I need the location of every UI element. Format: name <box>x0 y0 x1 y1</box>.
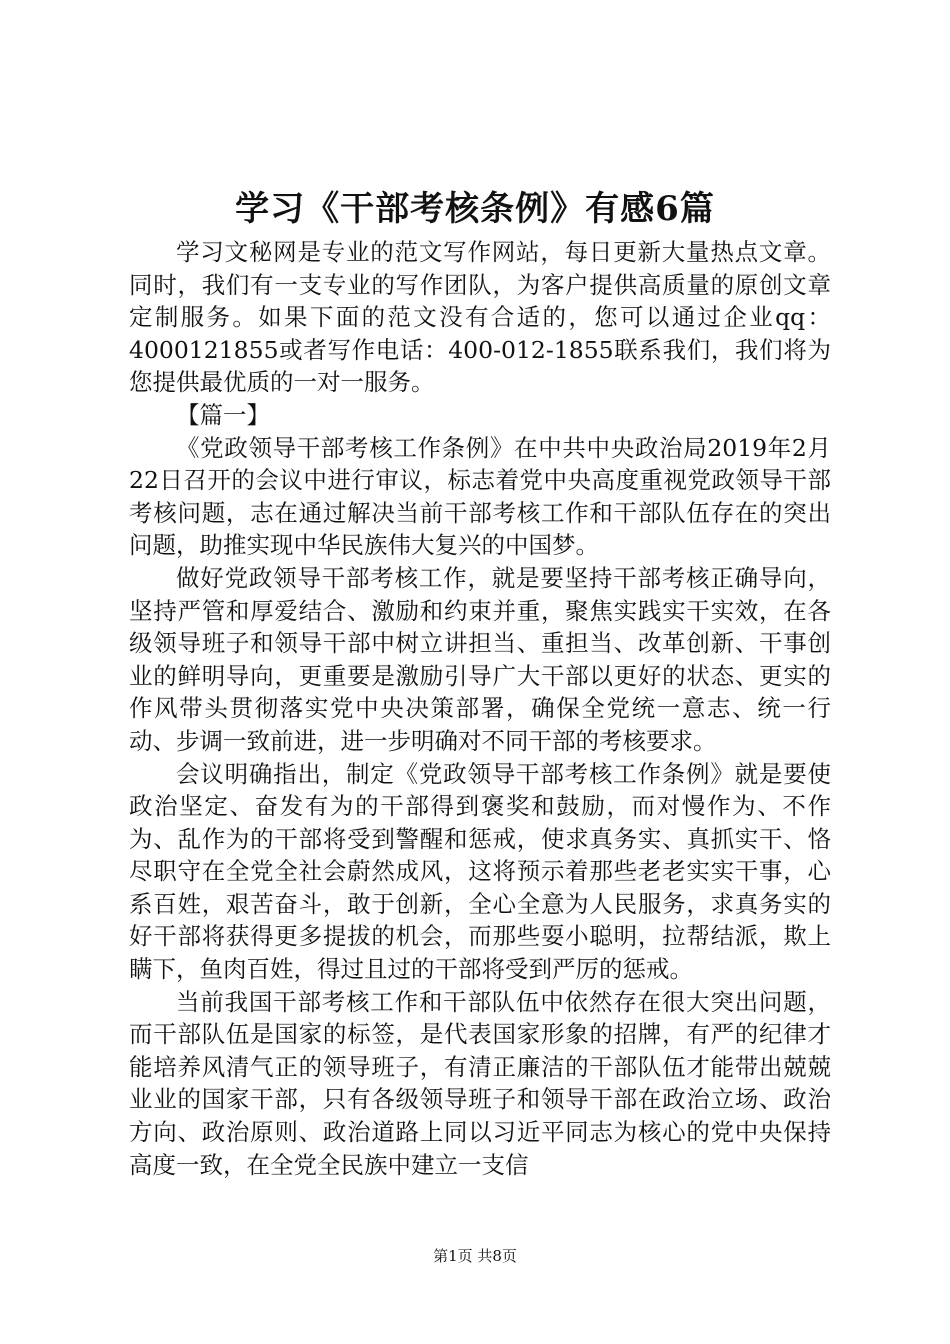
section-heading: 【篇一】 <box>176 400 270 429</box>
page-footer: 第1页 共8页 <box>433 1247 517 1265</box>
intro-paragraph: 学习文秘网是专业的范文写作网站，每日更新大量热点文章。同时，我们有一支专业的写作团队，为客户提供高质量的原创文章定制服务。如果下面的范文没有合适的，您可以通过企业qq：4000121855或者写作电话：400-012-1855联系我们，我们将为您提供最优质的一对一服务。 <box>129 238 831 397</box>
body-paragraph: 做好党政领导干部考核工作，就是要坚持干部考核正确导向，坚持严管和厚爱结合、激励和约束并重，聚焦实践实干实效，在各级领导班子和领导干部中树立讲担当、重担当、改革创新、干事创业的鲜明导向，更重要是激励引导广大干部以更好的状态、更实的作风带头贯彻落实党中央决策部署，确保全党统一意志、统一行动、步调一致前进，进一步明确对不同干部的考核要求。 <box>129 563 831 755</box>
document-title: 学习《干部考核条例》有感6篇 <box>235 189 715 229</box>
body-paragraph: 当前我国干部考核工作和干部队伍中依然存在很大突出问题，而干部队伍是国家的标签，是代表国家形象的招牌，有严的纪律才能培养风清气正的领导班子，有清正廉洁的干部队伍才能带出兢兢业业的国家干部，只有各级领导班子和领导干部在政治立场、政治方向、政治原则、政治道路上同以习近平同志为核心的党中央保持高度一致，在全党全民族中建立一支信 <box>129 987 831 1179</box>
document-body <box>129 236 831 1181</box>
body-paragraph: 会议明确指出，制定《党政领导干部考核工作条例》就是要使政治坚定、奋发有为的干部得到褒奖和鼓励，而对慢作为、不作为、乱作为的干部将受到警醒和惩戒，使求真务实、真抓实干、恪尽职守在全党全社会蔚然成风，这将预示着那些老老实实干事，心系百姓，艰苦奋斗，敢于创新，全心全意为人民服务，求真务实的好干部将获得更多提拔的机会，而那些耍小聪明，拉帮结派，欺上瞒下，鱼肉百姓，得过且过的干部将受到严厉的惩戒。 <box>129 759 831 984</box>
body-paragraph: 《党政领导干部考核工作条例》在中共中央政治局2019年2月22日召开的会议中进行审议，标志着党中央高度重视党政领导干部考核问题，志在通过解决当前干部考核工作和干部队伍存在的突出问题，助推实现中华民族伟大复兴的中国梦。 <box>129 433 831 560</box>
